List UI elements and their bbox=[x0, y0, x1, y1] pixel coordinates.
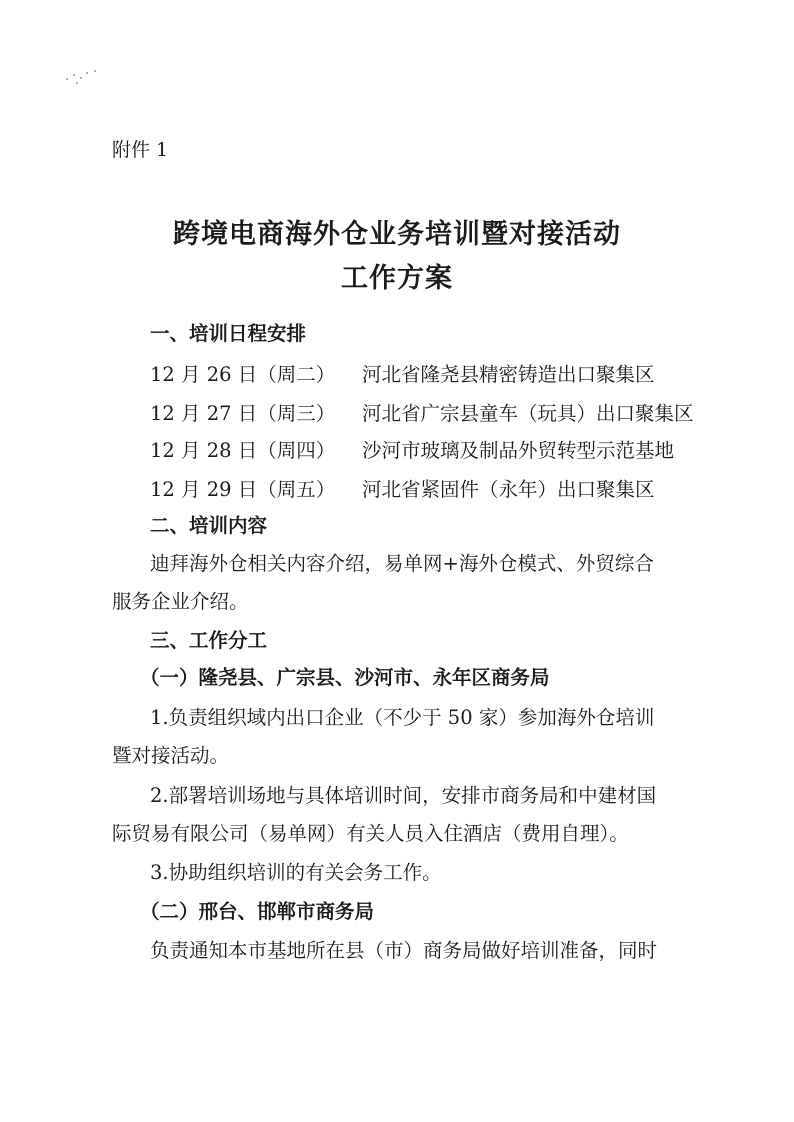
paragraph-line: 际贸易有限公司（易单网）有关人员入住酒店（费用自理）。 bbox=[112, 822, 629, 845]
paragraph-line: 暨对接活动。 bbox=[112, 744, 230, 767]
schedule-date: 12 月 29 日（周五） bbox=[150, 478, 336, 501]
schedule-place: 河北省紧固件（永年）出口聚集区 bbox=[362, 478, 655, 501]
subsection-1-heading: （一）隆尧县、广宗县、沙河市、永年区商务局 bbox=[140, 666, 550, 689]
subsection-2-heading: （二）邢台、邯郸市商务局 bbox=[140, 900, 375, 923]
document-title-line-2: 工作方案 bbox=[341, 263, 453, 294]
schedule-place: 沙河市玻璃及制品外贸转型示范基地 bbox=[362, 439, 675, 462]
section-3-heading: 三、工作分工 bbox=[150, 629, 268, 652]
paragraph-line: 2.部署培训场地与具体培训时间，安排市商务局和中建材国 bbox=[150, 784, 657, 807]
section-1-heading: 一、培训日程安排 bbox=[150, 322, 307, 345]
section-2-heading: 二、培训内容 bbox=[150, 514, 268, 537]
document-title-line-1: 跨境电商海外仓业务培训暨对接活动 bbox=[173, 219, 621, 250]
paragraph-line: 3.协助组织培训的有关会务工作。 bbox=[150, 861, 442, 884]
paragraph-line: 负责通知本市基地所在县（市）商务局做好培训准备，同时 bbox=[150, 939, 658, 962]
attachment-label: 附件 1 bbox=[112, 139, 169, 161]
paragraph-line: 服务企业介绍。 bbox=[112, 590, 249, 613]
schedule-date: 12 月 27 日（周三） bbox=[150, 402, 336, 425]
schedule-date: 12 月 26 日（周二） bbox=[150, 363, 336, 386]
schedule-place: 河北省广宗县童车（玩具）出口聚集区 bbox=[362, 402, 694, 425]
schedule-place: 河北省隆尧县精密铸造出口聚集区 bbox=[362, 363, 655, 386]
schedule-date: 12 月 28 日（周四） bbox=[150, 439, 336, 462]
paragraph-line: 迪拜海外仓相关内容介绍，易单网+海外仓模式、外贸综合 bbox=[150, 552, 654, 575]
paragraph-line: 1.负责组织域内出口企业（不少于 50 家）参加海外仓培训 bbox=[150, 706, 655, 729]
scan-speckle bbox=[64, 68, 104, 88]
